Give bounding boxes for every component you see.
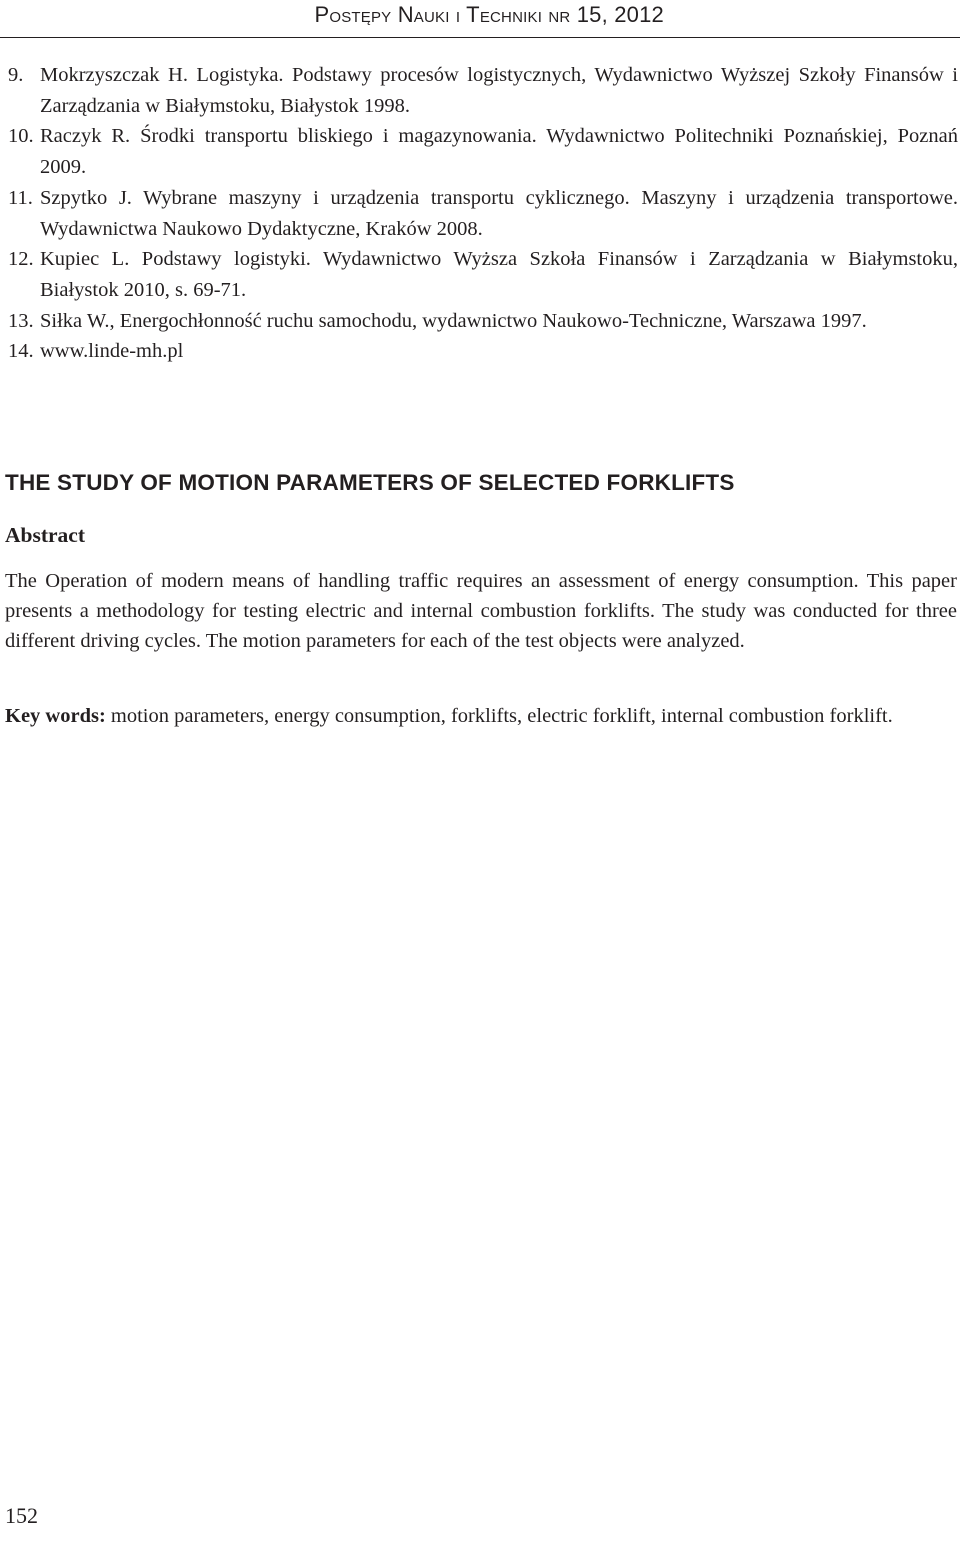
reference-number: 14. [8,340,34,363]
running-head: Postępy Nauki i Techniki nr 15, 2012 [314,2,664,27]
paper-title: THE STUDY OF MOTION PARAMETERS OF SELECTED FORKLIFTS [5,470,735,495]
reference-item [8,244,958,305]
reference-number: 10. [8,125,34,148]
reference-item [8,336,958,367]
reference-item [8,121,958,182]
keywords-label: Key words: [5,705,106,727]
keywords-paragraph [5,701,957,731]
reference-number: 13. [8,309,34,332]
abstract-text: The Operation of modern means of handling traffic requires an assessment of energy consumption. This paper presents a methodology for testing electric and internal combustion forklifts. The study was conducted for three different driving cycles. The motion parameters for each of the test objects were analyzed. [5,570,957,652]
reference-list [8,60,958,367]
reference-number: 11. [8,186,33,209]
reference-text: Kupiec L. Podstawy logistyki. Wydawnictwo Wyższa Szkoła Finansów i Zarządzania w Białymstoku, Białystok 2010, s. 69-71. [40,248,958,301]
reference-text: Szpytko J. Wybrane maszyny i urządzenia transportu cyklicznego. Maszyny i urządzenia transportowe. Wydawnictwa Naukowo Dydaktyczne, Kraków 2008. [40,186,958,240]
reference-item [8,183,958,244]
reference-number: 12. [8,248,34,271]
reference-text: Siłka W., Energochłonność ruchu samochodu, wydawnictwo Naukowo-Techniczne, Warszawa 1997. [40,309,867,332]
reference-text: Raczyk R. Środki transportu bliskiego i magazynowania. Wydawnictwo Politechniki Poznańskiej, Poznań 2009. [40,125,958,179]
keywords-text: motion parameters, energy consumption, forklifts, electric forklift, internal combustion forklift. [110,705,893,727]
reference-item [8,60,958,121]
reference-item [8,306,958,337]
reference-number: 9. [8,64,24,86]
abstract-heading: Abstract [5,523,86,547]
header-rule [0,37,960,38]
reference-text: Mokrzyszczak H. Logistyka. Podstawy procesów logistycznych, Wydawnictwo Wyższej Szkoły Finansów i Zarządzania w Białymstoku, Białystok 1998. [40,64,958,117]
reference-url: www.linde-mh.pl [40,340,184,363]
page-number: 152 [5,1503,38,1528]
